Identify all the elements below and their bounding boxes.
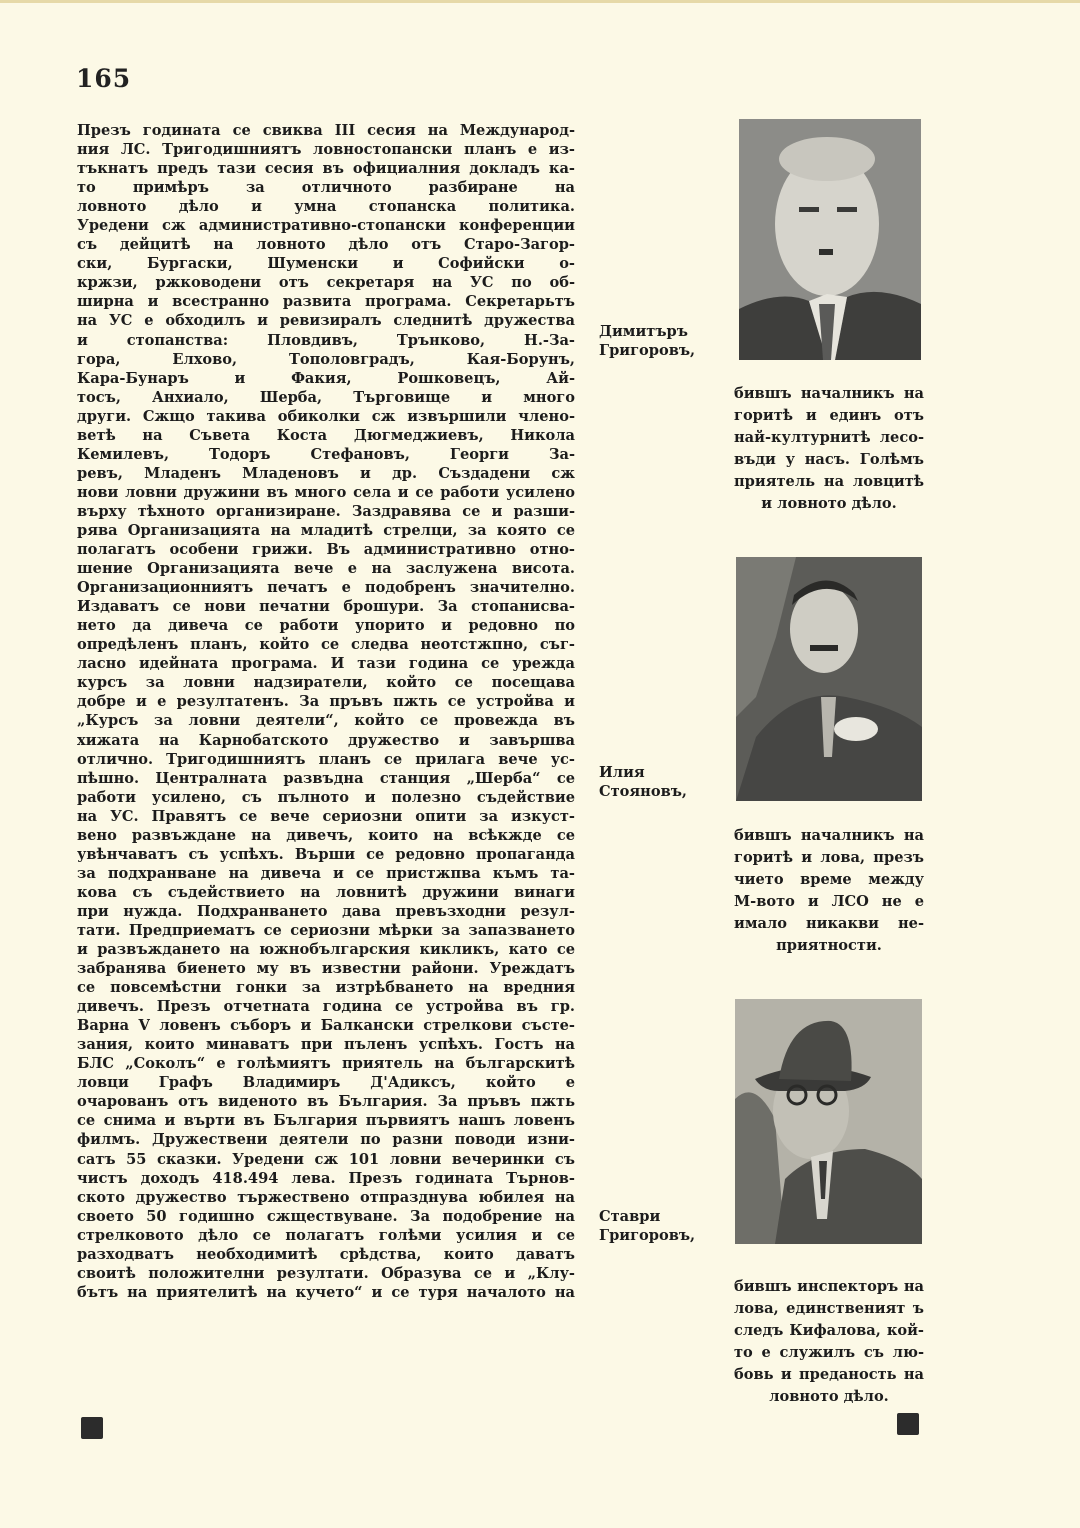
body-text-line: ловци Графъ Владимиръ Д'Адиксъ, който е [77, 1074, 575, 1092]
body-text-line: Варна V ловенъ съборъ и Балкански стрелкови състе- [77, 1017, 575, 1035]
body-text-line: „Курсъ за ловни деятели“, който се провежда въ [77, 712, 575, 730]
body-text-line: стрелковото дѣло се полагатъ голѣми усилия и се [77, 1226, 575, 1244]
body-text-line: и развъждането на южнобългарския кикликъ, като се [77, 941, 575, 959]
main-body-text [77, 121, 575, 1302]
body-text-line: ния ЛС. Тригодишниятъ ловностопански планъ е из- [77, 141, 575, 159]
body-text-line: Презъ годината се свиква III сесия на Международ- [77, 122, 575, 139]
portrait-photo-stavri-grigorov [735, 999, 922, 1244]
body-text-line: чистъ доходъ 418.494 лева. Презъ годината Търнов- [77, 1169, 575, 1187]
body-text-line: зания, които минаватъ при пъленъ успѣхъ. Гостъ на [77, 1036, 575, 1054]
body-text-line: хижата на Карнобатското дружество и завършва [77, 731, 575, 749]
body-text-line: при нужда. Подхранването дава превъзходни резул- [77, 902, 575, 920]
body-text-line: Кара-Бунаръ и Факия, Рошковецъ, Ай- [77, 369, 575, 387]
body-text-line: отлично. Тригодишниятъ планъ се прилага вече ус- [77, 750, 575, 768]
body-text-line: полагатъ особени грижи. Въ административно отно- [77, 541, 575, 559]
body-text-line: Организационниятъ печатъ е подобренъ значително. [77, 579, 575, 597]
body-text-line: курсъ за ловни надзиратели, който се посещава [77, 674, 575, 692]
body-text-line: очарованъ отъ виденото въ България. За пръвъ пжть [77, 1093, 575, 1111]
body-text-line: нови ловни дружини въ много села и се работи усилено [77, 483, 575, 501]
body-text-line: върху тѣхното организиране. Заздравява се и разши- [77, 502, 575, 520]
body-text-line: кржзи, ржководени отъ секретаря на УС по об- [77, 274, 575, 292]
body-text-line: и стопанства: Пловдивъ, Трънково, Н.-За- [77, 331, 575, 349]
body-text-line: ското дружество тържествено отпразднува юбилея на [77, 1188, 575, 1206]
body-text-line: разходватъ необходимитѣ срѣдства, които даватъ [77, 1245, 575, 1263]
corner-marker-left [81, 1417, 103, 1439]
body-text-line: кова съ съдействието на ловнитѣ дружини винаги [77, 883, 575, 901]
portrait-caption-1: бившъ началникъ на горитѣ и единъ отъ най-културнитѣ лесо- въди у насъ. Голѣмъ приятель на ловцитѣ и ловното дѣло. [734, 385, 924, 512]
corner-marker-right [897, 1413, 919, 1435]
body-text-line: Уредени сж административно-стопански конференции [77, 217, 575, 235]
body-text-line: ласно идейната програма. И тази година се урежда [77, 655, 575, 673]
body-text-line: други. Сжщо такива обиколки сж извършили члено- [77, 407, 575, 425]
body-text-line: се повсемѣстни гонки за изтрѣбването на вредния [77, 979, 575, 997]
body-text-line: своето 50 годишно сжществуване. За подобрение на [77, 1207, 575, 1225]
body-text-line: на УС. Правятъ се вече сериозни опити за изкуст- [77, 807, 575, 825]
portrait-caption-3: бившъ инспекторъ на лова, единственият ъ следъ Кифалова, кой- то е служилъ съ лю- бовь и преданость на ловното дѣло. [734, 1278, 924, 1405]
body-text-line: ловното дѣло и умна стопанска политика. [77, 198, 575, 216]
body-text-line: добре и е резултатенъ. За пръвъ пжть се устройва и [77, 693, 575, 711]
body-text-line: пѣшно. Централната развъдна станция „Шерба“ се [77, 769, 575, 787]
body-text-line: ветѣ на Съвета Коста Дюгмеджиевъ, Никола [77, 426, 575, 444]
page-top-edge [0, 0, 1080, 3]
body-text-line: гора, Елхово, Тополовградъ, Кая-Борунъ, [77, 350, 575, 368]
body-text-line: на УС е обходилъ и ревизиралъ следнитѣ дружества [77, 312, 575, 330]
body-text-line: се снима и върти въ България първиятъ нашъ ловенъ [77, 1112, 575, 1130]
body-text-line: филмъ. Дружествени деятели по разни поводи изни- [77, 1131, 575, 1149]
body-text-line: сатъ 55 сказки. Уредени сж 101 ловни вечеринки съ [77, 1150, 575, 1168]
body-text-line: тосъ, Анхиало, Шерба, Търговище и много [77, 388, 575, 406]
body-text-line: шение Организацията вече е на заслужена висота. [77, 560, 575, 578]
body-text-line: вено развъждане на дивечъ, които на всѣкжде се [77, 826, 575, 844]
body-text-line: ширна и всестранно развита програма. Секретарьтъ [77, 293, 575, 311]
body-text-line: БЛС „Соколъ“ е голѣмиятъ приятель на българскитѣ [77, 1055, 575, 1073]
body-text-line: своитѣ положителни резултати. Образува се и „Клу- [77, 1264, 575, 1282]
body-text-line: съ дейцитѣ на ловното дѣло отъ Старо-Загор- [77, 236, 575, 254]
portrait-photo-iliya-stoyanov [736, 557, 922, 801]
body-text-line: то примѣръ за отличното разбиране на [77, 179, 575, 197]
body-text-line: Издаватъ се нови печатни брошури. За стопанисва- [77, 598, 575, 616]
page-number: 165 [76, 64, 132, 93]
body-text-line: ски, Бургаски, Шуменски и Софийски о- [77, 255, 575, 273]
portrait-photo-dimitar-grigorov [739, 119, 921, 360]
body-text-line: бътъ на приятелитѣ на кучето“ и се туря началото на [77, 1283, 575, 1301]
body-text-line: увѣнчаватъ съ успѣхъ. Върши се редовно пропаганда [77, 845, 575, 863]
body-text-line: нето да дивеча се работи упорито и редовно по [77, 617, 575, 635]
body-text-line: Кемилевъ, Тодоръ Стефановъ, Георги За- [77, 445, 575, 463]
body-text-line: за подхранване на дивеча и се пристжпва къмъ та- [77, 864, 575, 882]
portrait-name-1: Димитъръ Григоровъ, [599, 323, 696, 359]
body-text-line: дивечъ. Презъ отчетната година се устройва въ гр. [77, 998, 575, 1016]
body-text-line: тати. Предприематъ се сериозни мѣрки за запазването [77, 921, 575, 939]
portrait-name-2: Илия Стояновъ, [599, 764, 688, 800]
body-text-line: работи усилено, съ пълното и полезно съдействие [77, 788, 575, 806]
body-text-line: забранява биенето му въ известни райони. Уреждатъ [77, 960, 575, 978]
portrait-name-3: Ставри Григоровъ, [599, 1208, 696, 1244]
body-text-line: опредѣленъ планъ, който се следва неотстжпно, съг- [77, 636, 575, 654]
body-text-line: ревъ, Младенъ Младеновъ и др. Създадени сж [77, 464, 575, 482]
body-text-line: рява Организацията на младитѣ стрелци, за която се [77, 521, 575, 539]
portrait-caption-2: бившъ началникъ на горитѣ и лова, презъ чието време между М-вото и ЛСО не е имало никакви не- приятности. [734, 827, 924, 954]
body-text-line: тъкнатъ предъ тази сесия въ официалния докладъ ка- [77, 160, 575, 178]
